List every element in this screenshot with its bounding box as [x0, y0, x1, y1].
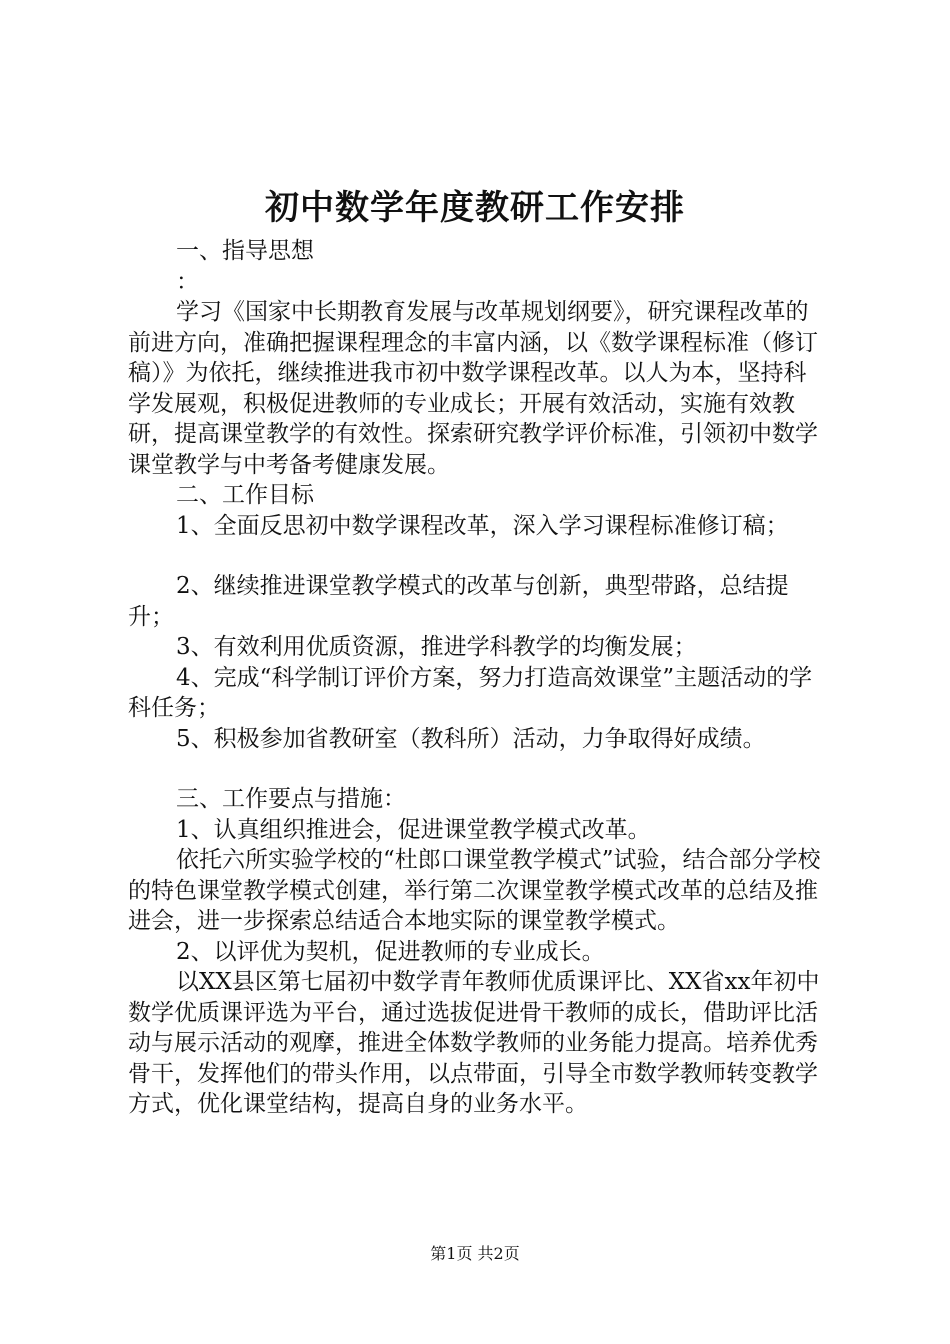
key-point-1-paragraph: 依托六所实验学校的“杜郎口课堂教学模式”试验，结合部分学校的特色课堂教学模式创建，举行第二次课堂教学模式改革的总结及推进会，进一步探索总结适合本地实际的课堂教学模式。: [128, 847, 821, 934]
section-heading-guiding-ideology: 一、指导思想: [176, 238, 314, 264]
key-point-1-title: 1、认真组织推进会，促进课堂教学模式改革。: [176, 816, 651, 843]
section-heading-key-points: 三、工作要点与措施：: [176, 786, 406, 812]
key-point-2-paragraph: 以XX县区第七届初中数学青年教师优质课评比、XX省xx年初中数学优质课评选为平台，通过选拔促进骨干教师的成长，借助评比活动与展示活动的观摩，推进全体数学教师的业务能力提高。培养优秀骨干，发挥他们的带头作用，以点带面，引导全市数学教师转变教学方式，优化课堂结构，提高自身的业务水平。: [128, 969, 820, 1117]
document-title: 初中数学年度教研工作安排: [265, 188, 685, 228]
spacer: [128, 754, 828, 784]
goal-item-3: 3、有效利用优质资源，推进学科教学的均衡发展；: [176, 634, 697, 660]
page-number-footer: 第1页 共2页: [430, 1244, 520, 1263]
heading-colon: ：: [176, 268, 199, 295]
goal-item-2: 2、继续推进课堂教学模式的改革与创新，典型带路，总结提升；: [128, 573, 789, 630]
goal-item-5: 5、积极参加省教研室（教科所）活动，力争取得好成绩。: [176, 725, 766, 752]
guiding-ideology-paragraph: 学习《国家中长期教育发展与改革规划纲要》，研究课程改革的前进方向，准确把握课程理念的丰富内涵，以《数学课程标准（修订稿）》为依托，继续推进我市初中数学课程改革。以人为本，坚持科学发展观，积极促进教师的专业成长；开展有效活动，实施有效教研，提高课堂教学的有效性。探索研究教学评价标准，引领初中数学课堂教学与中考备考健康发展。: [128, 299, 818, 478]
goal-item-4: 4、完成“科学制订评价方案，努力打造高效课堂”主题活动的学科任务；: [128, 664, 813, 721]
goal-item-1: 1、全面反思初中数学课程改革，深入学习课程标准修订稿；: [176, 512, 789, 539]
key-point-2-title: 2、以评优为契机，促进教师的专业成长。: [176, 938, 605, 965]
section-heading-work-goals: 二、工作目标: [176, 482, 314, 508]
spacer: [128, 541, 828, 571]
document-body: [128, 236, 828, 1120]
